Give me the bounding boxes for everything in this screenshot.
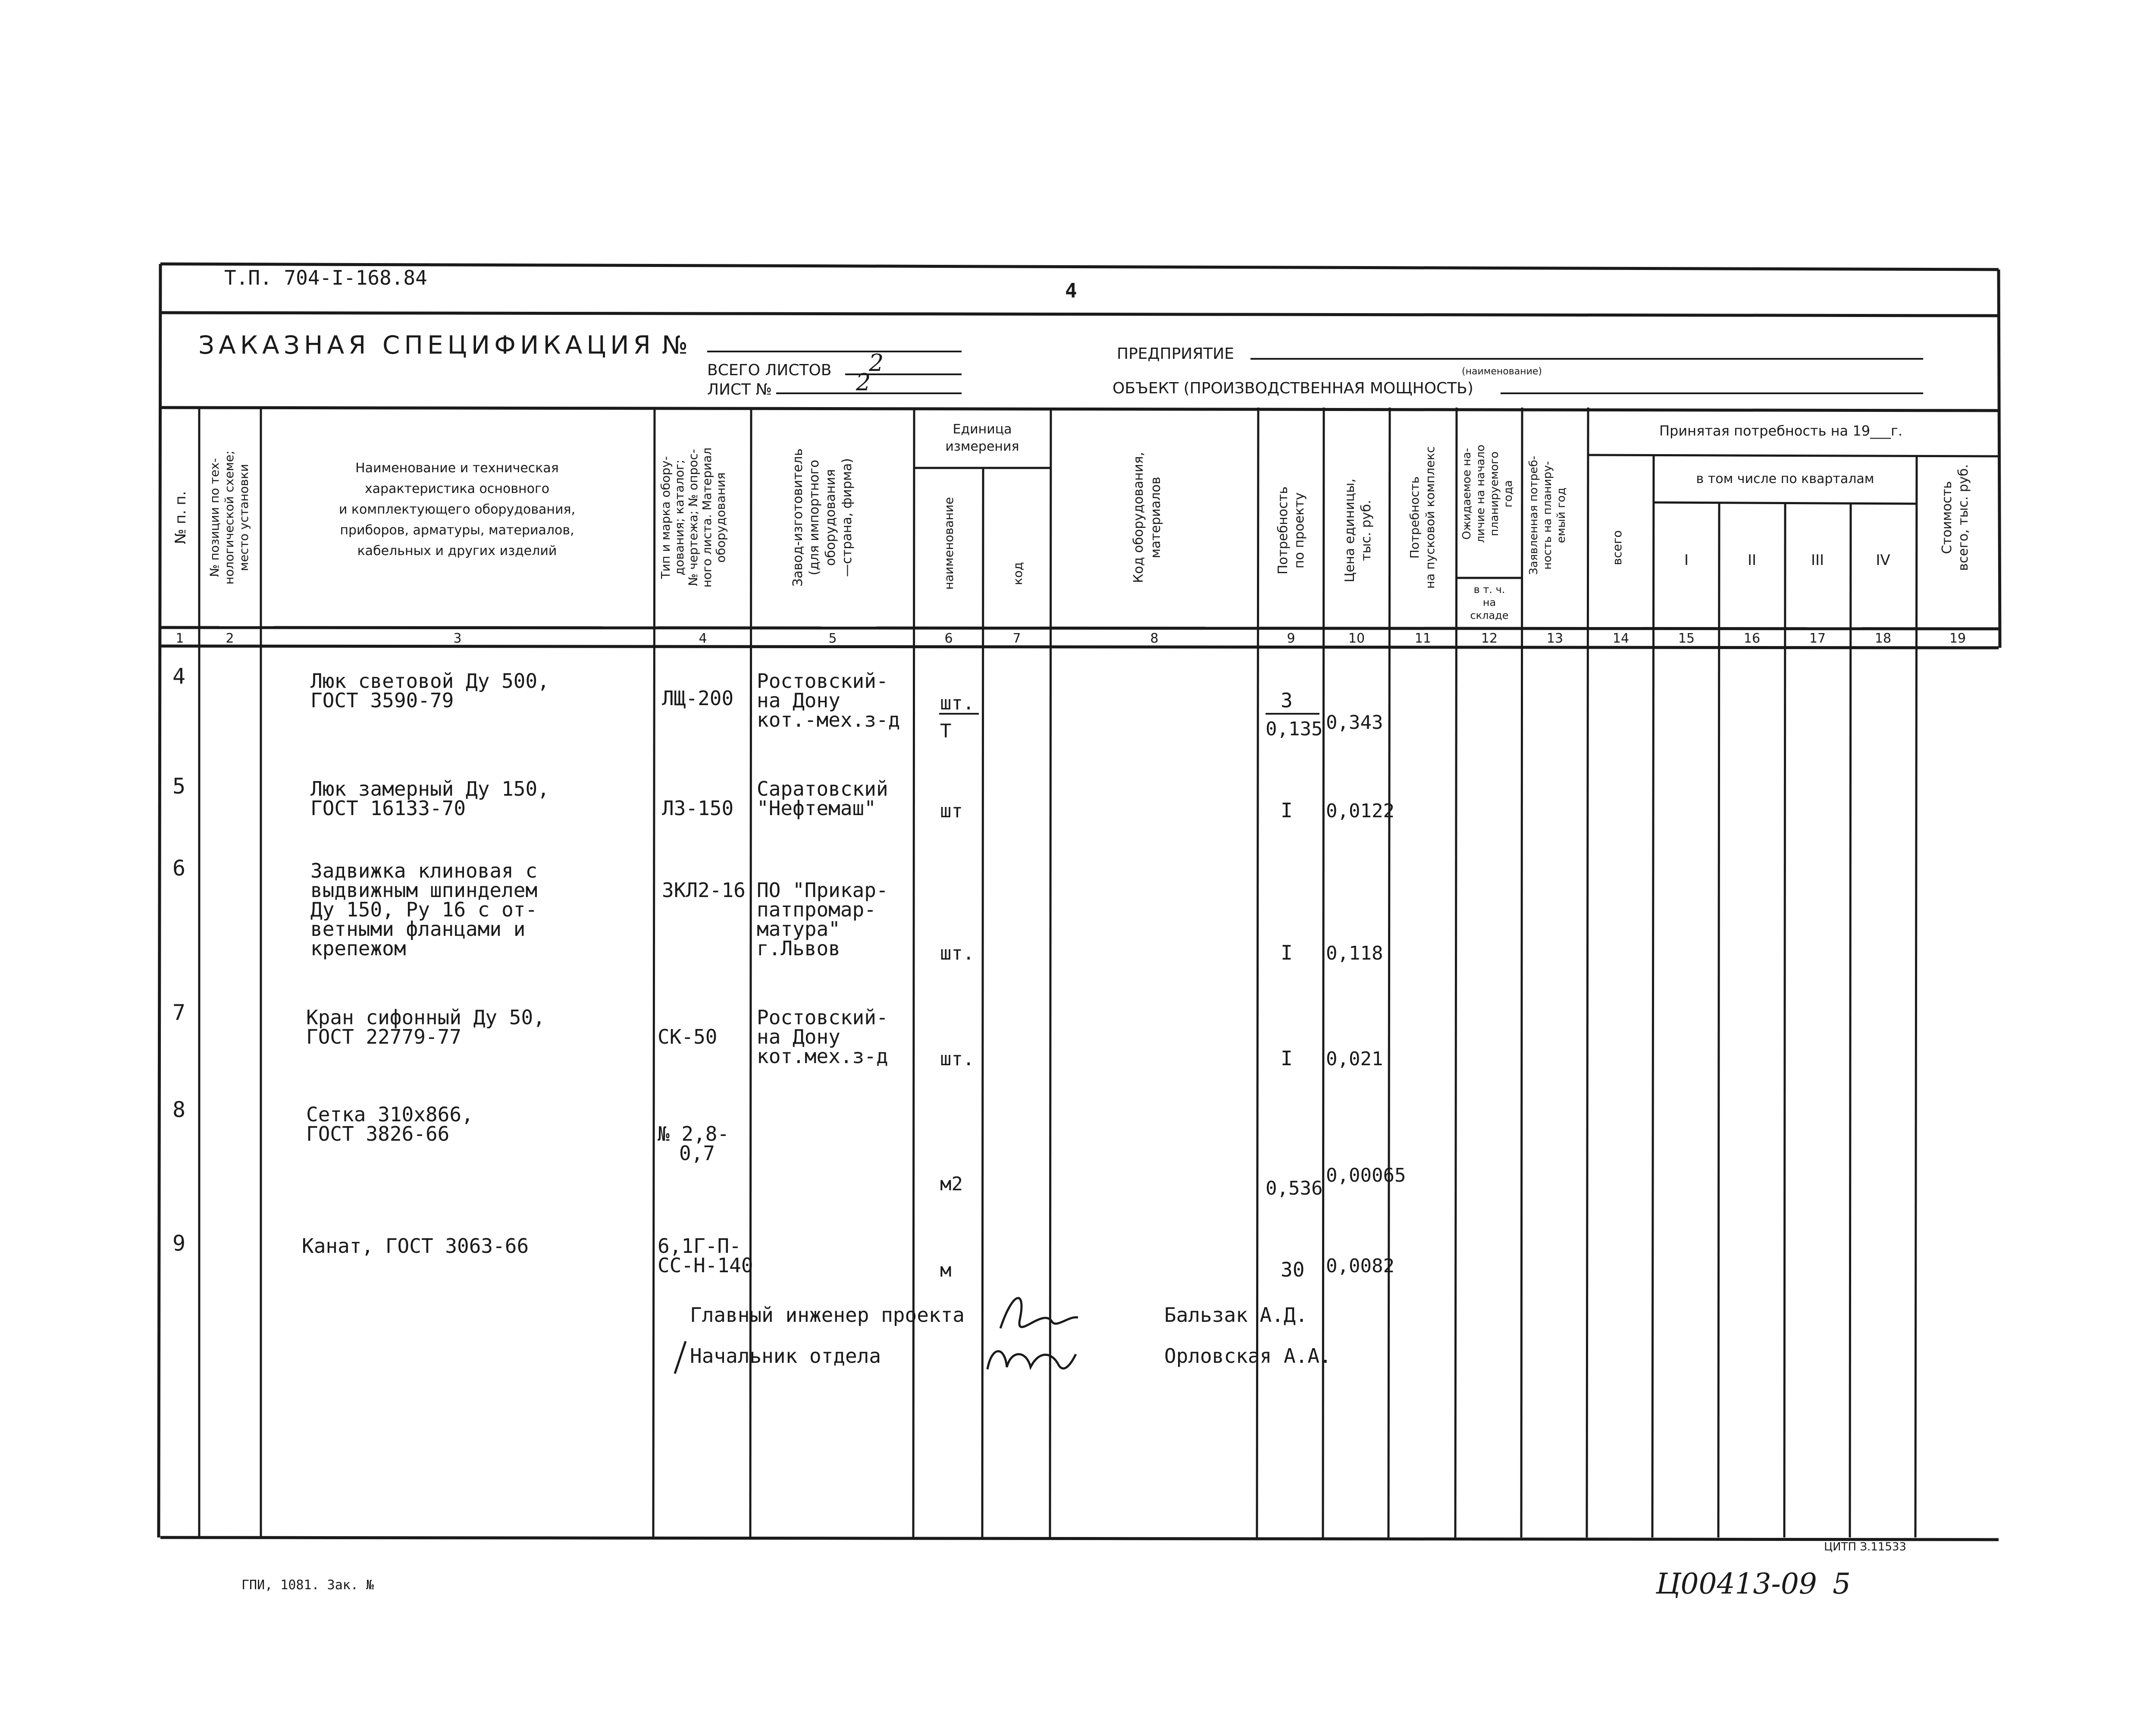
colnum-11: 11 <box>1414 631 1432 646</box>
colnum-6: 6 <box>944 631 953 646</box>
quarters-group-header: в том числе по кварталам <box>1696 471 1874 486</box>
item-unit-l1: м2 <box>940 1173 963 1195</box>
item-type-l2: 0,7 <box>679 1142 715 1165</box>
col-16-header: II <box>1747 552 1757 569</box>
row-number: 5 <box>172 774 186 799</box>
col-12-sub-l1: в т. ч. <box>1473 584 1505 596</box>
item-name-l2: ГОСТ 3826-66 <box>306 1122 450 1145</box>
col-10-header-l2: тыс. руб. <box>1359 500 1374 561</box>
item-maker-l4: г.Львов <box>757 937 840 960</box>
col-8-header-l1: Код оборудования, <box>1131 452 1146 583</box>
item-price: 0,343 <box>1326 712 1383 734</box>
colnum-14: 14 <box>1612 631 1630 646</box>
col-18-header: IV <box>1876 552 1890 569</box>
item-type-l2: СС-Н-140 <box>658 1254 753 1277</box>
item-need-l1: 0,536 <box>1266 1177 1323 1199</box>
col-14-header: всего <box>1610 530 1624 565</box>
row-number: 8 <box>172 1097 186 1122</box>
unit-group-header-l2: измерения <box>945 439 1019 454</box>
item-name-l1: Люк световой Ду 500, <box>310 669 549 693</box>
item-maker-l3: кот.мех.з-д <box>757 1045 888 1068</box>
col-12-header-l4: года <box>1502 480 1515 508</box>
form-number-label: № <box>662 330 688 360</box>
item-price: 0,118 <box>1326 942 1383 964</box>
item-name-l1: Сетка 310х866, <box>306 1103 473 1126</box>
accepted-group-header: Принятая потребность на 19___г. <box>1659 423 1903 439</box>
sheet-label: ЛИСТ № <box>707 381 772 398</box>
naming-caption: (наименование) <box>1462 366 1542 377</box>
item-unit-l1: шт <box>940 800 963 822</box>
col-10-header-l1: Цена единицы, <box>1342 478 1357 583</box>
col-3-header-l5: кабельных и других изделий <box>357 543 557 558</box>
colnum-8: 8 <box>1150 631 1159 646</box>
item-maker-l2: "Нефтемаш" <box>757 797 876 820</box>
row-number: 9 <box>172 1231 186 1256</box>
col-13-header-l3: емый год <box>1555 487 1568 543</box>
item-unit-l2: Т <box>940 720 952 742</box>
colnum-17: 17 <box>1809 631 1826 646</box>
colnum-18: 18 <box>1874 631 1892 646</box>
item-type-l1: ЛЩ-200 <box>662 687 734 710</box>
item-name-l2: выдвижным шпинделем <box>310 878 538 902</box>
total-sheets-label: ВСЕГО ЛИСТОВ <box>707 361 832 379</box>
item-need-l2: 0,135 <box>1266 718 1323 740</box>
col-13-header-l2: ность на планиру- <box>1541 461 1554 570</box>
item-name-l1: Канат, ГОСТ 3063-66 <box>302 1234 529 1258</box>
col-6-header: наименование <box>942 497 956 590</box>
col-12-header-l3: планируемого <box>1488 451 1501 537</box>
colnum-9: 9 <box>1287 631 1295 646</box>
colnum-16: 16 <box>1743 631 1761 646</box>
handwritten-page: 5 <box>1833 1567 1851 1600</box>
colnum-13: 13 <box>1546 631 1564 646</box>
item-price: 0,021 <box>1326 1048 1383 1070</box>
handwritten-code: Ц00413-09 <box>1656 1567 1817 1600</box>
item-name-l2: ГОСТ 3590-79 <box>310 689 454 712</box>
unit-group-header-l1: Единица <box>953 422 1012 437</box>
footer-cipher: ЦИТП З.11533 <box>1824 1540 1906 1553</box>
col-3-header-l3: и комплектующего оборудования, <box>338 502 576 517</box>
col-11-header-l2: на пусковой комплекс <box>1423 446 1437 589</box>
item-need-l1: I <box>1281 941 1293 964</box>
colnum-15: 15 <box>1678 631 1695 646</box>
col-2-header-l3: место установки <box>237 464 251 571</box>
col-12-header-l2: личие на начало <box>1474 445 1487 543</box>
item-unit-l1: шт. <box>940 1048 975 1070</box>
item-type-l1: СК-50 <box>658 1025 718 1048</box>
col-4-header-l1: Тип и марка обору- <box>658 456 673 579</box>
footer-stamp: ГПИ, 1081. Зак. № <box>241 1578 374 1593</box>
colnum-3: 3 <box>453 631 462 646</box>
signature-name-1: Бальзак А.Д. <box>1164 1303 1308 1327</box>
item-need-l1: I <box>1281 799 1293 822</box>
colnum-5: 5 <box>828 631 837 646</box>
col-5-header-l1: Завод-изготовитель <box>790 448 805 587</box>
col-3-header-l4: приборов, арматуры, материалов, <box>340 523 574 538</box>
col-9-header-l1: Потребность <box>1275 486 1291 575</box>
page-number: 4 <box>1065 279 1077 302</box>
col-4-header-l5: оборудования <box>714 472 728 563</box>
item-need-l1: I <box>1281 1047 1293 1070</box>
signature-role-1: Главный инженер проекта <box>690 1303 965 1327</box>
col-8-header-l2: материалов <box>1148 477 1163 558</box>
col-3-header-l2: характеристика основного <box>364 481 550 496</box>
col-4-header-l3: № чертежа; № опрос- <box>686 449 700 586</box>
col-15-header: I <box>1684 552 1689 569</box>
item-name-l5: крепежом <box>310 937 406 960</box>
item-maker-l1: Ростовский- <box>757 1006 888 1029</box>
col-13-header-l1: Заявленная потреб- <box>1527 456 1540 575</box>
colnum-19: 19 <box>1949 631 1966 646</box>
item-type-l1: ЗКЛ2-16 <box>662 878 746 902</box>
item-maker-l2: на Дону <box>757 689 840 712</box>
colnum-4: 4 <box>699 631 707 646</box>
col-12-sub-l2: на <box>1482 596 1496 609</box>
col-19-header-l1: Стоимость <box>1940 481 1955 554</box>
colnum-12: 12 <box>1481 631 1498 646</box>
item-name-l1: Люк замерный Ду 150, <box>310 777 549 800</box>
col-7-header: код <box>1011 562 1025 585</box>
enterprise-label: ПРЕДПРИЯТИЕ <box>1117 345 1235 363</box>
item-type-l1: 6,1Г-П- <box>658 1234 741 1258</box>
item-maker-l3: матура" <box>757 917 840 941</box>
signature-role-2: Начальник отдела <box>690 1344 881 1368</box>
item-name-l4: ветными фланцами и <box>310 917 526 941</box>
item-maker-l2: на Дону <box>757 1025 840 1048</box>
project-code: Т.П. 704-I-168.84 <box>224 266 427 289</box>
col-2-header-l1: № позиции по тех- <box>207 458 222 577</box>
item-maker-l1: ПО "Прикар- <box>757 878 888 902</box>
object-label: ОБЪЕКТ (ПРОИЗВОДСТВЕННАЯ МОЩНОСТЬ) <box>1112 380 1473 397</box>
signature-name-2: Орловская А.А. <box>1164 1344 1332 1368</box>
item-type-l1: № 2,8- <box>658 1122 730 1145</box>
total-sheets-value: 2 <box>869 349 884 376</box>
col-9-header-l2: по проекту <box>1292 492 1307 569</box>
colnum-10: 10 <box>1348 631 1365 646</box>
col-1-header: № п. п. <box>172 491 189 544</box>
col-5-header-l3: оборудования <box>823 469 838 566</box>
item-unit-l1: м <box>940 1259 952 1281</box>
form-title: ЗАКАЗНАЯ СПЕЦИФИКАЦИЯ <box>198 330 655 360</box>
item-name-l1: Кран сифонный Ду 50, <box>306 1006 545 1029</box>
col-11-header-l1: Потребность <box>1407 476 1422 559</box>
col-3-header-l1: Наименование и техническая <box>355 461 559 476</box>
item-name-l2: ГОСТ 22779-77 <box>306 1025 462 1048</box>
col-12-header-l1: Ожидаемое на- <box>1460 448 1473 540</box>
item-name-l1: Задвижка клиновая с <box>310 859 538 882</box>
col-4-header-l4: ного листа. Материал <box>700 447 714 588</box>
item-maker-l3: кот.-мех.з-д <box>757 708 900 731</box>
colnum-7: 7 <box>1012 631 1021 646</box>
item-price: 0,00065 <box>1326 1164 1406 1186</box>
item-type-l1: ЛЗ-150 <box>662 797 734 820</box>
item-price: 0,0082 <box>1326 1255 1395 1277</box>
col-5-header-l2: (для импортного <box>807 460 822 575</box>
sheet-value: 2 <box>856 369 871 396</box>
col-19-header-l2: всего, тыс. руб. <box>1956 464 1971 571</box>
item-price: 0,0122 <box>1326 800 1395 822</box>
item-name-l3: Ду 150, Ру 16 с от- <box>310 898 538 921</box>
colnum-1: 1 <box>175 631 184 646</box>
item-maker-l1: Саратовский <box>757 777 888 800</box>
row-number: 6 <box>172 856 186 881</box>
col-2-header-l2: нологической схеме; <box>222 450 236 585</box>
col-12-sub-l3: складе <box>1470 609 1509 621</box>
col-17-header: III <box>1811 552 1824 569</box>
item-unit-l1: шт. <box>940 692 975 714</box>
item-unit-l1: шт. <box>940 942 975 964</box>
item-need-l1: 3 <box>1281 689 1293 712</box>
item-maker-l1: Ростовский- <box>757 669 888 693</box>
col-5-header-l4: —страна, фирма) <box>840 458 855 577</box>
row-number: 7 <box>172 1000 186 1025</box>
colnum-2: 2 <box>226 631 234 646</box>
item-need-l1: 30 <box>1281 1258 1305 1281</box>
row-number: 4 <box>172 664 186 689</box>
item-name-l2: ГОСТ 16133-70 <box>310 797 466 820</box>
col-4-header-l2: дования; каталог; <box>672 459 686 576</box>
item-maker-l2: патпромар- <box>757 898 876 921</box>
